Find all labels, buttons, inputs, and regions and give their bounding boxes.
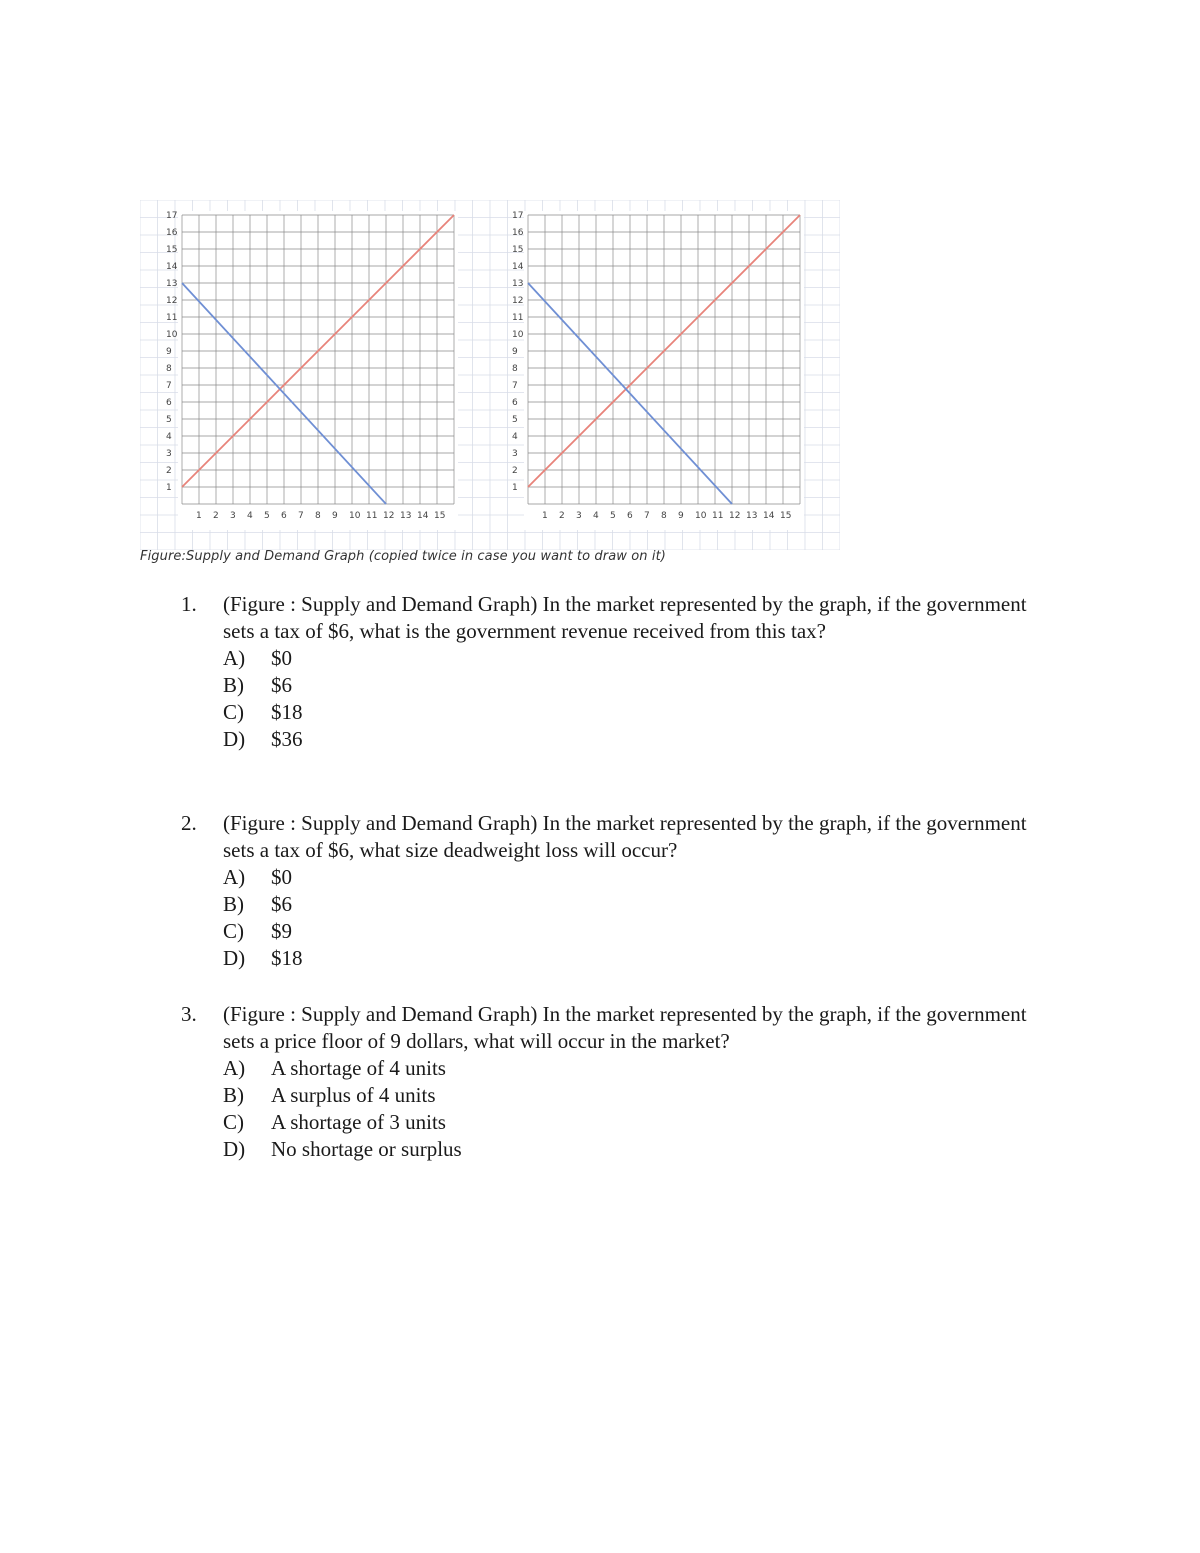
x-tick-label: 13 (746, 511, 758, 521)
question-text: (Figure : Supply and Demand Graph) In the market represented by the graph, if the government sets a tax of $6, what is the government revenue received from this tax? (223, 592, 1027, 643)
choice-c (181, 699, 1061, 726)
y-tick-label: 17 (166, 211, 178, 221)
choice-d (181, 726, 1061, 753)
x-tick-label: 12 (729, 511, 741, 521)
y-tick-label: 16 (512, 228, 524, 238)
x-tick-label: 5 (610, 511, 616, 521)
y-tick-label: 5 (512, 415, 518, 425)
x-tick-label: 5 (264, 511, 270, 521)
choice-text: $6 (271, 673, 292, 697)
choice-b (181, 672, 1061, 699)
y-tick-label: 8 (512, 364, 518, 374)
x-tick-label: 9 (678, 511, 684, 521)
choice-b (181, 1082, 1061, 1109)
y-tick-label: 17 (512, 211, 524, 221)
x-tick-label: 2 (559, 511, 565, 521)
choice-a (181, 1055, 1061, 1082)
x-tick-label: 4 (247, 511, 253, 521)
x-tick-label: 11 (712, 511, 724, 521)
choice-d (181, 1136, 1061, 1163)
x-tick-label: 4 (593, 511, 599, 521)
choice-text: $6 (271, 892, 292, 916)
question-3 (181, 1001, 1061, 1163)
choice-text: A shortage of 4 units (271, 1056, 446, 1080)
choice-text: $0 (271, 646, 292, 670)
question-2 (181, 810, 1061, 972)
x-tick-label: 3 (576, 511, 582, 521)
choice-letter: D) (223, 727, 246, 751)
y-tick-label: 15 (512, 245, 524, 255)
x-tick-label: 7 (298, 511, 304, 521)
x-tick-label: 1 (196, 511, 202, 521)
x-tick-label: 13 (400, 511, 412, 521)
choice-d (181, 945, 1061, 972)
choice-a (181, 645, 1061, 672)
y-tick-label: 6 (512, 398, 518, 408)
x-tick-label: 10 (695, 511, 707, 521)
figure-caption: Figure:Supply and Demand Graph (copied twice in case you want to draw on it) (140, 549, 666, 564)
choice-text: A surplus of 4 units (271, 1083, 436, 1107)
y-tick-label: 3 (166, 449, 172, 459)
x-tick-label: 3 (230, 511, 236, 521)
y-tick-label: 9 (512, 347, 518, 357)
choice-text: $9 (271, 919, 292, 943)
x-tick-label: 14 (763, 511, 775, 521)
choice-text: $18 (271, 946, 303, 970)
x-tick-label: 7 (644, 511, 650, 521)
x-tick-label: 6 (627, 511, 633, 521)
y-tick-label: 3 (512, 449, 518, 459)
y-tick-label: 9 (166, 347, 172, 357)
choice-text: $0 (271, 865, 292, 889)
choice-letter: A) (223, 646, 246, 670)
choice-a (181, 864, 1061, 891)
choice-c (181, 918, 1061, 945)
choice-letter: D) (223, 946, 246, 970)
y-tick-label: 4 (166, 432, 172, 442)
choice-text: No shortage or surplus (271, 1137, 462, 1161)
x-tick-label: 8 (315, 511, 321, 521)
y-tick-label: 1 (166, 483, 172, 493)
x-tick-label: 9 (332, 511, 338, 521)
x-tick-label: 10 (349, 511, 361, 521)
choice-letter: D) (223, 1137, 246, 1161)
y-tick-label: 10 (512, 330, 524, 340)
figure-graphs (140, 200, 840, 550)
choice-letter: B) (223, 673, 244, 697)
choice-letter: C) (223, 1110, 244, 1134)
y-tick-label: 13 (512, 279, 524, 289)
x-tick-label: 14 (417, 511, 429, 521)
y-tick-label: 5 (166, 415, 172, 425)
y-tick-label: 16 (166, 228, 178, 238)
choice-letter: A) (223, 1056, 246, 1080)
supply-demand-figure (140, 200, 840, 550)
question-number: 3. (181, 1002, 197, 1026)
x-tick-label: 15 (780, 511, 792, 521)
choice-letter: C) (223, 700, 244, 724)
y-tick-label: 14 (166, 262, 178, 272)
y-tick-label: 11 (166, 313, 178, 323)
choice-letter: B) (223, 892, 244, 916)
x-tick-label: 12 (383, 511, 395, 521)
y-tick-label: 12 (512, 296, 524, 306)
x-tick-label: 6 (281, 511, 287, 521)
y-tick-label: 2 (512, 466, 518, 476)
x-tick-label: 11 (366, 511, 378, 521)
y-tick-label: 4 (512, 432, 518, 442)
choice-text: A shortage of 3 units (271, 1110, 446, 1134)
choice-text: $18 (271, 700, 303, 724)
x-tick-label: 2 (213, 511, 219, 521)
choice-text: $36 (271, 727, 303, 751)
y-tick-label: 12 (166, 296, 178, 306)
choice-letter: C) (223, 919, 244, 943)
choice-b (181, 891, 1061, 918)
question-text: (Figure : Supply and Demand Graph) In the market represented by the graph, if the government sets a price floor of 9 dollars, what will occur in the market? (223, 1002, 1027, 1053)
y-tick-label: 14 (512, 262, 524, 272)
graph-1 (166, 211, 458, 530)
x-tick-label: 1 (542, 511, 548, 521)
choice-c (181, 1109, 1061, 1136)
y-tick-label: 10 (166, 330, 178, 340)
x-tick-label: 15 (434, 511, 446, 521)
y-tick-label: 11 (512, 313, 524, 323)
question-number: 1. (181, 592, 197, 616)
graph-2 (512, 211, 804, 530)
y-tick-label: 8 (166, 364, 172, 374)
question-1 (181, 591, 1061, 753)
x-tick-label: 8 (661, 511, 667, 521)
choice-letter: A) (223, 865, 246, 889)
question-number: 2. (181, 811, 197, 835)
y-tick-label: 13 (166, 279, 178, 289)
y-tick-label: 7 (166, 381, 172, 391)
question-text: (Figure : Supply and Demand Graph) In the market represented by the graph, if the government sets a tax of $6, what size deadweight loss will occur? (223, 811, 1027, 862)
y-tick-label: 7 (512, 381, 518, 391)
y-tick-label: 6 (166, 398, 172, 408)
choice-letter: B) (223, 1083, 244, 1107)
y-tick-label: 1 (512, 483, 518, 493)
y-tick-label: 15 (166, 245, 178, 255)
y-tick-label: 2 (166, 466, 172, 476)
